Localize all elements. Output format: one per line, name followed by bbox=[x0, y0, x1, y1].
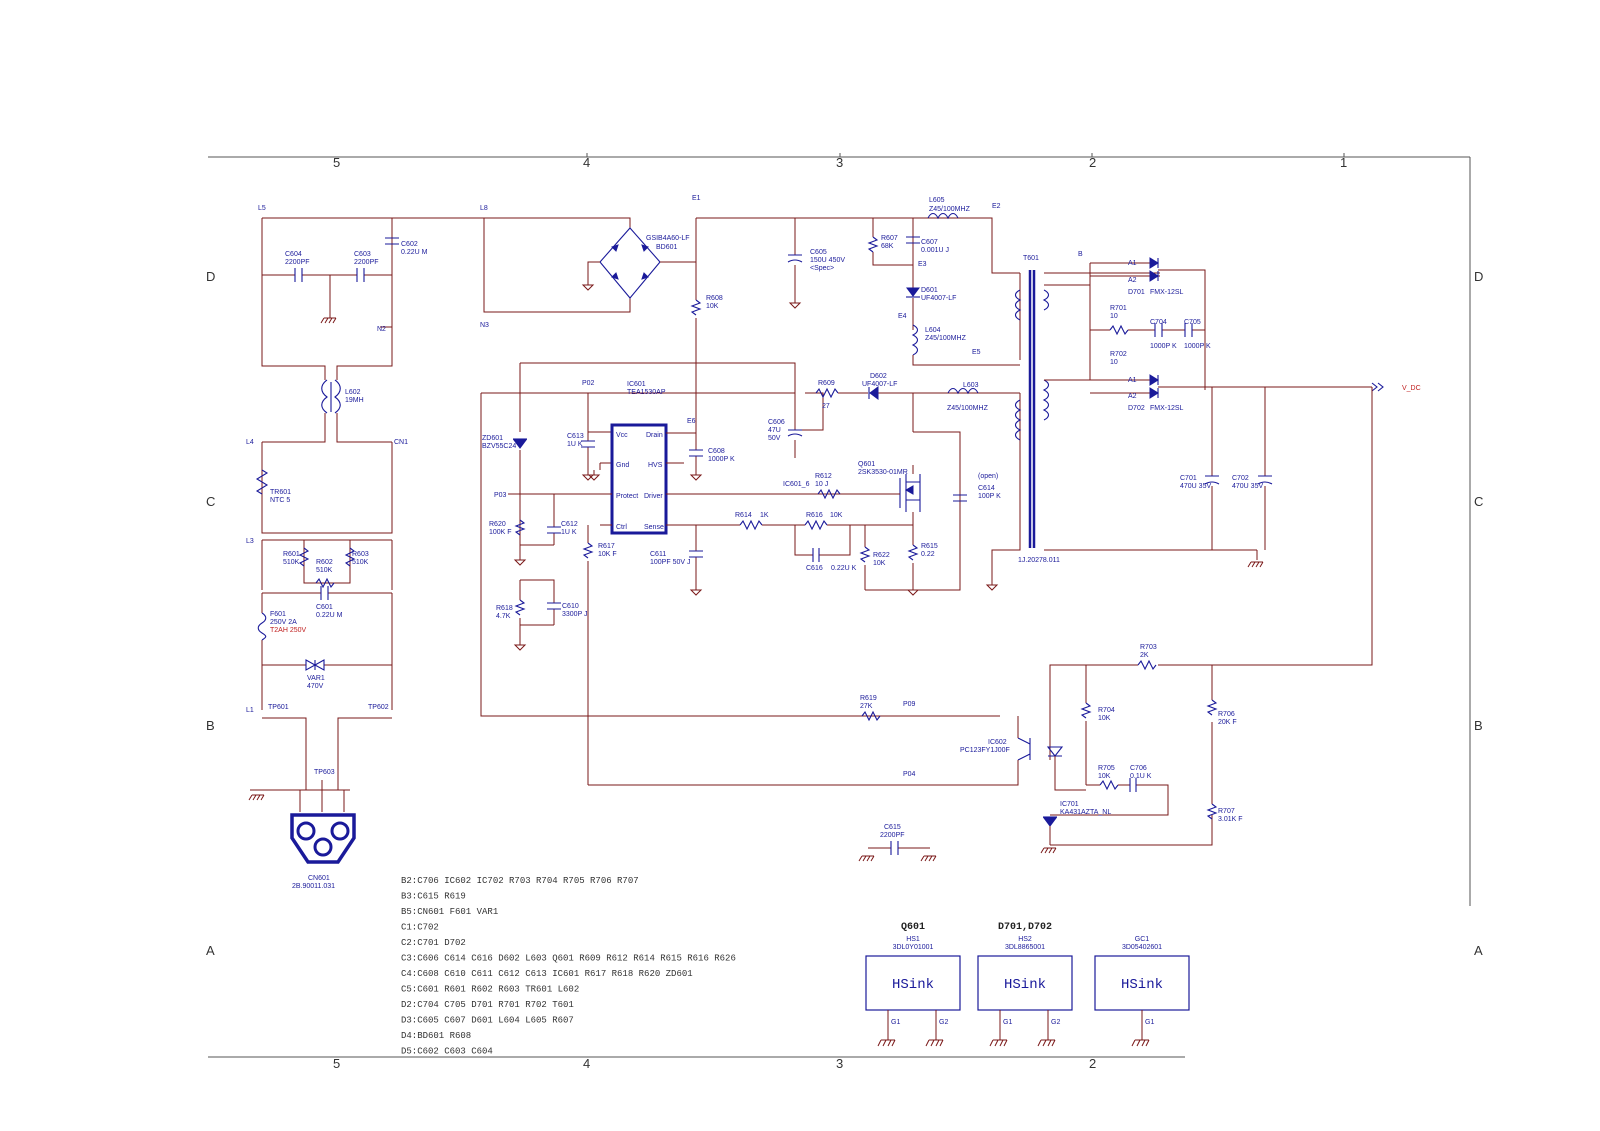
node-p04: P04 bbox=[903, 771, 916, 778]
r607-ref: R607 bbox=[881, 235, 898, 242]
node-l8: L8 bbox=[480, 205, 488, 212]
r620-value: 100K F bbox=[489, 529, 512, 536]
c616-ref: C616 bbox=[806, 565, 823, 572]
d701-value: FMX-12SL bbox=[1150, 289, 1184, 296]
zd601-ref: ZD601 bbox=[482, 435, 504, 442]
c604-value: 2200PF bbox=[285, 259, 310, 266]
heatsink-pin: G2 bbox=[1051, 1019, 1061, 1026]
r601-ref: R601 bbox=[283, 551, 300, 558]
c610-ref: C610 bbox=[562, 603, 579, 610]
r705-ref: R705 bbox=[1098, 765, 1115, 772]
r707-value: 3.01K F bbox=[1218, 816, 1243, 823]
c701-value: 470U 35V bbox=[1180, 483, 1212, 490]
reference-line: D5:C602 C603 C604 bbox=[401, 1046, 493, 1057]
r619-ref: R619 bbox=[860, 695, 877, 702]
d601-value: UF4007-LF bbox=[921, 295, 957, 302]
ic601-pin-vcc: Vcc bbox=[616, 432, 628, 439]
zone-row-d: D bbox=[206, 269, 216, 284]
c706-ref: C706 bbox=[1130, 765, 1147, 772]
c701-ref: C701 bbox=[1180, 475, 1197, 482]
d702-a1: A1 bbox=[1128, 377, 1137, 384]
d702-ref: D702 bbox=[1128, 405, 1145, 412]
d701-a2: A2 bbox=[1128, 277, 1137, 284]
c610-value: 3300P J bbox=[562, 611, 588, 618]
r706-value: 20K F bbox=[1218, 719, 1237, 726]
c608-ref: C608 bbox=[708, 448, 725, 455]
zone-row-c: C bbox=[206, 494, 216, 509]
heatsink bbox=[978, 922, 1072, 1046]
r614-ref: R614 bbox=[735, 512, 752, 519]
c603-ref: C603 bbox=[354, 251, 371, 258]
tp603: TP603 bbox=[314, 769, 335, 776]
r601-value: 510K bbox=[283, 559, 300, 566]
reference-line: C2:C701 D702 bbox=[401, 938, 466, 948]
node-l5: L5 bbox=[258, 205, 266, 212]
l603-value: Z45/100MHZ bbox=[947, 405, 988, 412]
r622-ref: R622 bbox=[873, 552, 890, 559]
c605-value: 150U 450V bbox=[810, 257, 846, 264]
heatsink-header: Q601 bbox=[900, 922, 926, 933]
c616-value: 0.22U K bbox=[831, 565, 857, 572]
zone-row-b-right: B bbox=[1474, 718, 1483, 733]
c612-value: 1U K bbox=[561, 529, 577, 536]
f601-part: T2AH 250V bbox=[270, 627, 307, 634]
r622-value: 10K bbox=[873, 560, 886, 567]
c615-value: 2200PF bbox=[880, 832, 905, 839]
heatsink-label: HSink bbox=[1003, 977, 1047, 993]
ic601-pin-ctrl: Ctrl bbox=[616, 524, 627, 531]
d701-ref: D701 bbox=[1128, 289, 1145, 296]
r704-ref: R704 bbox=[1098, 707, 1115, 714]
t601-part: 1J.20278.011 bbox=[1018, 557, 1060, 564]
ic601-6-node: IC601_6 bbox=[783, 481, 810, 488]
r619-value: 27K bbox=[860, 703, 873, 710]
node-e5: E5 bbox=[972, 349, 981, 356]
c607-ref: C607 bbox=[921, 239, 938, 246]
node-n2: N2 bbox=[377, 326, 386, 333]
r618-value: 4.7K bbox=[496, 613, 511, 620]
r703-value: 2K bbox=[1140, 652, 1149, 659]
reference-line: C4:C608 C610 C611 C612 C613 IC601 R617 R618 R620 ZD601 bbox=[401, 969, 693, 979]
t601-ref: T601 bbox=[1023, 255, 1039, 262]
l604-ref: L604 bbox=[925, 327, 941, 334]
heatsink-pin: G1 bbox=[1003, 1019, 1013, 1026]
c702-value: 470U 35V bbox=[1232, 483, 1264, 490]
c608-value: 1000P K bbox=[708, 456, 735, 463]
zone-labels bbox=[206, 155, 1483, 1071]
c613-ref: C613 bbox=[567, 433, 584, 440]
heatsink-part: 3DL8865001 bbox=[1004, 944, 1046, 951]
heatsink-ref: HS2 bbox=[1018, 936, 1032, 943]
r608-ref: R608 bbox=[706, 295, 723, 302]
var1-value: 470V bbox=[307, 683, 324, 690]
ground-icon bbox=[1038, 1040, 1055, 1046]
c606-voltage: 50V bbox=[768, 435, 781, 442]
c605-ref: C605 bbox=[810, 249, 827, 256]
c603-value: 2200PF bbox=[354, 259, 379, 266]
r705-value: 10K bbox=[1098, 773, 1111, 780]
l602-ref: L602 bbox=[345, 389, 361, 396]
c602-ref: C602 bbox=[401, 241, 418, 248]
ic601-part: TEA1530AP bbox=[627, 389, 666, 396]
zone-col-5-bottom: 5 bbox=[333, 1056, 341, 1071]
reference-line: D3:C605 C607 D601 L604 L605 R607 bbox=[401, 1015, 574, 1026]
zone-col-1: 1 bbox=[1340, 155, 1348, 170]
zone-row-d-right: D bbox=[1474, 269, 1484, 284]
node-l3: L3 bbox=[246, 538, 254, 545]
zone-col-4-bottom: 4 bbox=[583, 1056, 591, 1071]
node-p03: P03 bbox=[494, 492, 507, 499]
controller-section bbox=[481, 363, 1020, 785]
r603-ref: R603 bbox=[352, 551, 369, 558]
heatsink-label: HSink bbox=[1120, 977, 1164, 993]
reference-line: C5:C601 R601 R602 R603 TR601 L602 bbox=[401, 984, 580, 995]
r612-ref: R612 bbox=[815, 473, 832, 480]
r608-value: 10K bbox=[706, 303, 719, 310]
ic701-ref: IC701 bbox=[1060, 801, 1079, 808]
r616-ref: R616 bbox=[806, 512, 823, 519]
r701-value: 10 bbox=[1110, 313, 1118, 320]
r701-ref: R701 bbox=[1110, 305, 1127, 312]
c602-value: 0.22U M bbox=[401, 249, 428, 256]
ic601-pin-gnd: Gnd bbox=[616, 462, 630, 469]
d701-a1: A1 bbox=[1128, 260, 1137, 267]
heatsink-part: 3D05402601 bbox=[1121, 944, 1163, 951]
heatsink-ref: HS1 bbox=[906, 936, 920, 943]
emi-filter bbox=[246, 205, 630, 890]
zone-row-c-right: C bbox=[1474, 494, 1484, 509]
sheet-frame bbox=[208, 153, 1470, 1057]
vdc-net: V_DC bbox=[1402, 385, 1421, 392]
zd601-value: BZV55C24 bbox=[482, 443, 517, 450]
d601-ref: D601 bbox=[921, 287, 938, 294]
reference-line: C3:C606 C614 C616 D602 L603 Q601 R609 R612 R614 R615 R616 R626 bbox=[401, 953, 736, 964]
c702-ref: C702 bbox=[1232, 475, 1249, 482]
r602-ref: R602 bbox=[316, 559, 333, 566]
reference-line: B3:C615 R619 bbox=[401, 891, 466, 902]
ic602-part: PC123FY1J00F bbox=[960, 747, 1010, 754]
r615-ref: R615 bbox=[921, 543, 938, 550]
ground-icon bbox=[878, 1040, 895, 1046]
cn601-ref: CN601 bbox=[308, 875, 330, 882]
node-e3: E3 bbox=[918, 261, 927, 268]
heatsink bbox=[866, 922, 960, 1046]
c606-ref: C606 bbox=[768, 419, 785, 426]
r702-ref: R702 bbox=[1110, 351, 1127, 358]
r704-value: 10K bbox=[1098, 715, 1111, 722]
r616-value: 10K bbox=[830, 512, 843, 519]
ground-icon bbox=[926, 1040, 943, 1046]
ic601-pin-sense: Sense bbox=[644, 524, 664, 531]
zone-col-2: 2 bbox=[1089, 155, 1097, 170]
heatsink-pin: G1 bbox=[1145, 1019, 1155, 1026]
tr601-ref: TR601 bbox=[270, 489, 292, 496]
c704-ref: C704 bbox=[1150, 319, 1167, 326]
c611-value: 100PF 50V J bbox=[650, 559, 691, 566]
ic602-ref: IC602 bbox=[988, 739, 1007, 746]
node-e4: E4 bbox=[898, 313, 907, 320]
heatsink bbox=[1095, 936, 1189, 1046]
secondary-section bbox=[1044, 251, 1421, 567]
zone-row-b: B bbox=[206, 718, 215, 733]
reference-line: C1:C702 bbox=[401, 922, 439, 933]
r607-value: 68K bbox=[881, 243, 894, 250]
r602-value: 510K bbox=[316, 567, 333, 574]
r620-ref: R620 bbox=[489, 521, 506, 528]
node-b: B bbox=[1078, 251, 1083, 258]
heatsink-ref: GC1 bbox=[1134, 936, 1150, 943]
reference-line: B2:C706 IC602 IC702 R703 R704 R705 R706 R707 bbox=[401, 876, 639, 886]
ic601-pin-protect: Protect bbox=[616, 493, 639, 500]
zone-row-a-right: A bbox=[1474, 943, 1483, 958]
zone-col-3: 3 bbox=[836, 155, 844, 170]
heatsink-block bbox=[866, 922, 1189, 1046]
c704-value: 1000P K bbox=[1150, 343, 1177, 350]
cn601-part: 2B.90011.031 bbox=[292, 883, 336, 890]
l603-ref: L603 bbox=[963, 382, 979, 389]
r703-ref: R703 bbox=[1140, 644, 1157, 651]
r702-value: 10 bbox=[1110, 359, 1118, 366]
r617-ref: R617 bbox=[598, 543, 615, 550]
ground-icon bbox=[990, 1040, 1007, 1046]
l602-value: 19MH bbox=[345, 397, 364, 404]
c611-ref: C611 bbox=[650, 551, 667, 558]
f601-ref: F601 bbox=[270, 611, 286, 618]
node-p02: P02 bbox=[582, 380, 595, 387]
reference-line: D2:C704 C705 D701 R701 R702 T601 bbox=[401, 1000, 574, 1010]
zone-col-5: 5 bbox=[333, 155, 341, 170]
bd601-part: GSIB4A60-LF bbox=[646, 235, 690, 242]
d602-ref: D602 bbox=[870, 373, 887, 380]
c613-value: 1U K bbox=[567, 441, 583, 448]
ic601-pin-driver: Driver bbox=[644, 493, 663, 500]
feedback-section bbox=[588, 387, 1372, 861]
zone-col-3-bottom: 3 bbox=[836, 1056, 844, 1071]
reference-line: B5:CN601 F601 VAR1 bbox=[401, 907, 499, 917]
reference-list bbox=[401, 876, 736, 1057]
r618-ref: R618 bbox=[496, 605, 513, 612]
node-cn1: CN1 bbox=[394, 439, 409, 446]
r603-value: 510K bbox=[352, 559, 369, 566]
ic601-pin-drain: Drain bbox=[646, 432, 663, 439]
zone-col-4: 4 bbox=[583, 155, 591, 170]
heatsink-pin: G2 bbox=[939, 1019, 949, 1026]
node-l1: L1 bbox=[246, 707, 254, 714]
node-n3: N3 bbox=[480, 322, 489, 329]
l604-value: Z45/100MHZ bbox=[925, 335, 966, 342]
heatsink-part: 3DL0Y01001 bbox=[892, 944, 934, 951]
d602-value: UF4007-LF bbox=[862, 381, 898, 388]
r706-ref: R706 bbox=[1218, 711, 1235, 718]
heatsink-pin: G1 bbox=[891, 1019, 901, 1026]
node-l4: L4 bbox=[246, 439, 254, 446]
c607-value: 0.001U J bbox=[921, 247, 950, 254]
r614-value: 1K bbox=[760, 512, 769, 519]
tp601: TP601 bbox=[268, 704, 289, 711]
ic601-pin-hvs: HVS bbox=[648, 462, 663, 469]
node-e1: E1 bbox=[692, 195, 701, 202]
c706-value: 0.1U K bbox=[1130, 773, 1152, 780]
r609-ref: R609 bbox=[818, 380, 835, 387]
heatsink-label: HSink bbox=[891, 977, 935, 993]
var1-ref: VAR1 bbox=[307, 675, 325, 682]
r707-ref: R707 bbox=[1218, 808, 1235, 815]
c614-status: (open) bbox=[978, 473, 999, 480]
r617-value: 10K F bbox=[598, 551, 617, 558]
r615-value: 0.22 bbox=[921, 551, 935, 558]
bd601-ref: BD601 bbox=[656, 244, 678, 251]
c605-spec: <Spec> bbox=[810, 265, 835, 272]
f601-value: 250V 2A bbox=[270, 619, 297, 626]
d702-a2: A2 bbox=[1128, 393, 1137, 400]
zone-col-2-bottom: 2 bbox=[1089, 1056, 1097, 1071]
l605-value: Z45/100MHZ bbox=[929, 206, 970, 213]
l605-ref: L605 bbox=[929, 197, 945, 204]
tr601-value: NTC 5 bbox=[270, 497, 291, 504]
c601-ref: C601 bbox=[316, 604, 333, 611]
ic601-ref: IC601 bbox=[627, 381, 646, 388]
c615-ref: C615 bbox=[884, 824, 901, 831]
c705-value: 1000P K bbox=[1184, 343, 1211, 350]
c705-ref: C705 bbox=[1184, 319, 1201, 326]
c601-value: 0.22U M bbox=[316, 612, 343, 619]
node-e6: E6 bbox=[687, 418, 696, 425]
ground-icon bbox=[1132, 1040, 1149, 1046]
q601-value: 2SK3530-01MR bbox=[858, 469, 908, 476]
r609-value: 27 bbox=[822, 403, 830, 410]
c606-value: 47U bbox=[768, 427, 781, 434]
node-p09: P09 bbox=[903, 701, 916, 708]
c614-value: 100P K bbox=[978, 493, 1001, 500]
c614-ref: C614 bbox=[978, 485, 995, 492]
q601-ref: Q601 bbox=[858, 461, 876, 468]
r612-value: 10 J bbox=[815, 481, 829, 488]
ic701-part: KA431AZTA_NL bbox=[1060, 809, 1112, 816]
heatsink-header: D701,D702 bbox=[997, 922, 1053, 933]
reference-line: D4:BD601 R608 bbox=[401, 1031, 472, 1041]
c612-ref: C612 bbox=[561, 521, 578, 528]
c604-ref: C604 bbox=[285, 251, 302, 258]
tp602: TP602 bbox=[368, 704, 389, 711]
d702-value: FMX-12SL bbox=[1150, 405, 1184, 412]
zone-row-a: A bbox=[206, 943, 215, 958]
node-e2: E2 bbox=[992, 203, 1001, 210]
